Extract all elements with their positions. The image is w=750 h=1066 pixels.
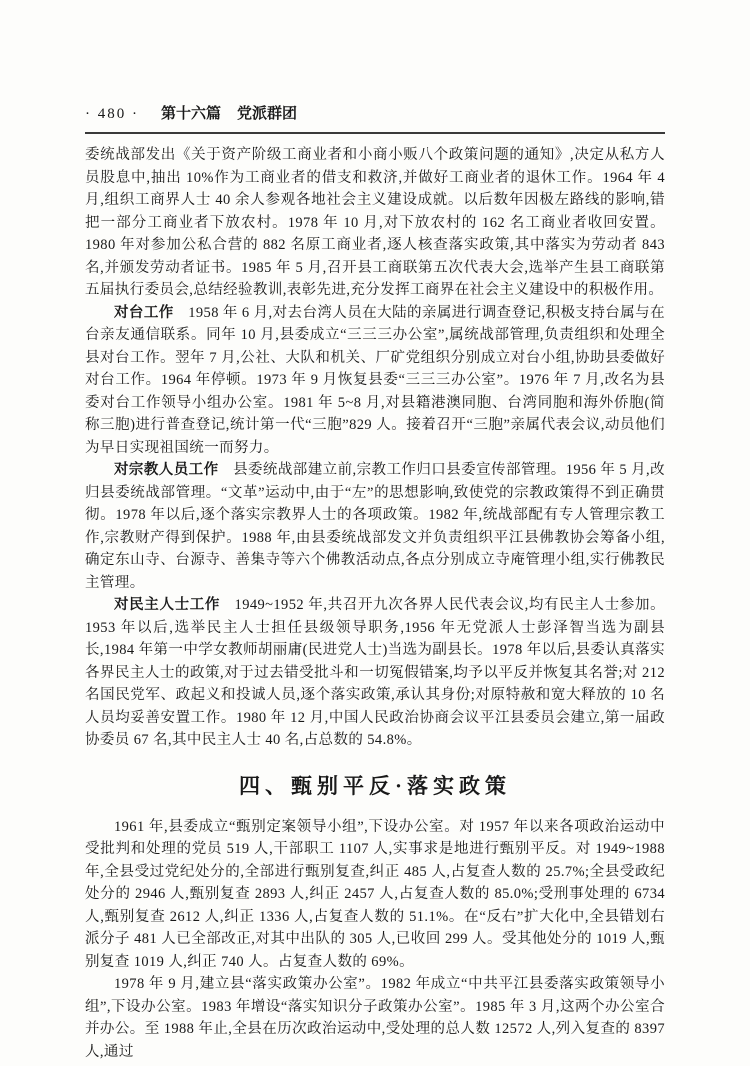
- paragraph-text: 1961 年,县委成立“甄别定案领导小组”,下设办公室。对 1957 年以来各项政治运动中受批判和处理的党员 519 人,干部职工 1107 人,实事求是地进行甄别平反。对 1949~1988 年,全县受过党纪处分的,全部进行甄别复查,纠正 485 人,占复查人数的 25.7%;全县受政纪处分的 2946 人,甄别复查 2893 人,纠正 2457 人,占复查人数的 85.0%;受刑事处理的 6734 人,甄别复查 2612 人,纠正 1336 人,占复查人数的 51.1%。在“反右”扩大化中,全县错划右派分子 481 人已全部改正,对其中出队的 305 人,已收回 299 人。受其他处分的 1019 人,甄别复查 1019 人,纠正 740 人。占复查人数的 69%。: [85, 818, 665, 970]
- paragraph-policy-implementation: [85, 973, 665, 1063]
- paragraph-taiwan-affairs: [85, 302, 665, 460]
- paragraph-text: 1978 年 9 月,建立县“落实政策办公室”。1982 年成立“中共平江县委落实政策领导小组”,下设办公室。1983 年增设“落实知识分子政策办公室”。1985 年 3 月,这两个办公室合并办公。至 1988 年止,全县在历次政治运动中,受处理的总人数 12572 人,列入复查的 8397 人,通过: [85, 976, 665, 1060]
- header-divider: [85, 132, 665, 134]
- body-text: [85, 144, 665, 1063]
- paragraph-rehabilitation-review: [85, 816, 665, 974]
- paragraph-lead: 对民主人士工作: [114, 597, 221, 613]
- page-content: [85, 104, 665, 1063]
- paragraph-industry-commerce: [85, 144, 665, 302]
- page-number: · 480 ·: [85, 106, 139, 122]
- paragraph-text: 县委统战部建立前,宗教工作归口县委宣传部管理。1956 年 5 月,改归县委统战部管理。“文革”运动中,由于“左”的思想影响,致使党的宗教政策得不到正确贯彻。1978 年以后,逐个落实宗教界人士的各项政策。1982 年,统战部配有专人管理宗教工作,宗教财产得到保护。1988 年,由县委统战部发文并负责组织平江县佛教协会筹备小组,确定东山寺、台源寺、善集寺等六个佛教活动点,各点分别成立寺庵管理小组,实行佛教民主管理。: [85, 462, 665, 591]
- section-heading: 四、甄别平反·落实政策: [238, 773, 511, 798]
- part-label: 第十六篇: [161, 105, 222, 122]
- paragraph-lead: 对台工作: [114, 304, 174, 321]
- paragraph-lead: 对宗教人员工作: [114, 462, 219, 478]
- paragraph-religious-affairs: [85, 459, 665, 594]
- page-header: [85, 104, 665, 132]
- paragraph-text: 1958 年 6 月,对去台湾人员在大陆的亲属进行调查登记,积极支持台属与在台亲友通信联系。同年 10 月,县委成立“三三三办公室”,属统战部管理,负责组织和处理全县对台工作。翌年 7 月,公社、大队和机关、厂矿党组织分别成立对台小组,协助县委做好对台工作。1964 年停顿。1973 年 9 月恢复县委“三三三办公室”。1976 年 7 月,改名为县委对台工作领导小组办公室。1981 年 5~8 月,对县籍港澳同胞、台湾同胞和海外侨胞(简称三胞)进行普查登记,统计第一代“三胞”829 人。接着召开“三胞”亲属代表会议,动员他们为早日实现祖国统一而努力。: [85, 304, 665, 456]
- paragraph-text: 委统战部发出《关于资产阶级工商业者和小商小贩八个政策问题的通知》,决定从私方人员股息中,抽出 10%作为工商业者的借支和救济,并做好工商业者的退休工作。1964 年 4 月,组织工商界人士 40 余人参观各地社会主义建设成就。以后数年因极左路线的影响,错把一部分工商业者下放农村。1978 年 10 月,对下放农村的 162 名工商业者收回安置。1980 年对参加公私合营的 882 名原工商业者,逐人核查落实政策,其中落实为劳动者 843 名,并颁发劳动者证书。1985 年 5 月,召开县工商联第五次代表大会,选举产生县工商联第五届执行委员会,总结经验教训,表彰先进,充分发挥工商界在社会主义建设中的积极作用。: [85, 147, 665, 298]
- paragraph-democratic-personages: [85, 594, 665, 752]
- paragraph-text: 1949~1952 年,共召开九次各界人民代表会议,均有民主人士参加。1953 年以后,选举民主人士担任县级领导职务,1956 年无党派人士彭泽智当选为副县长,1984 年第一中学女教师胡丽庸(民进党人士)当选为副县长。1978 年以后,县委认真落实各界民主人士的政策,对于过去错受批斗和一切冤假错案,均予以平反并恢复其名誉;对 212 名国民党军、政起义和投诚人员,逐个落实政策,承认其身份;对原特赦和宽大释放的 10 名人员均妥善安置工作。1980 年 12 月,中国人民政治协商会议平江县委员会建立,第一届政协委员 67 名,其中民主人士 40 名,占总数的 54.8%。: [85, 597, 665, 748]
- part-title: 党派群团: [237, 105, 298, 122]
